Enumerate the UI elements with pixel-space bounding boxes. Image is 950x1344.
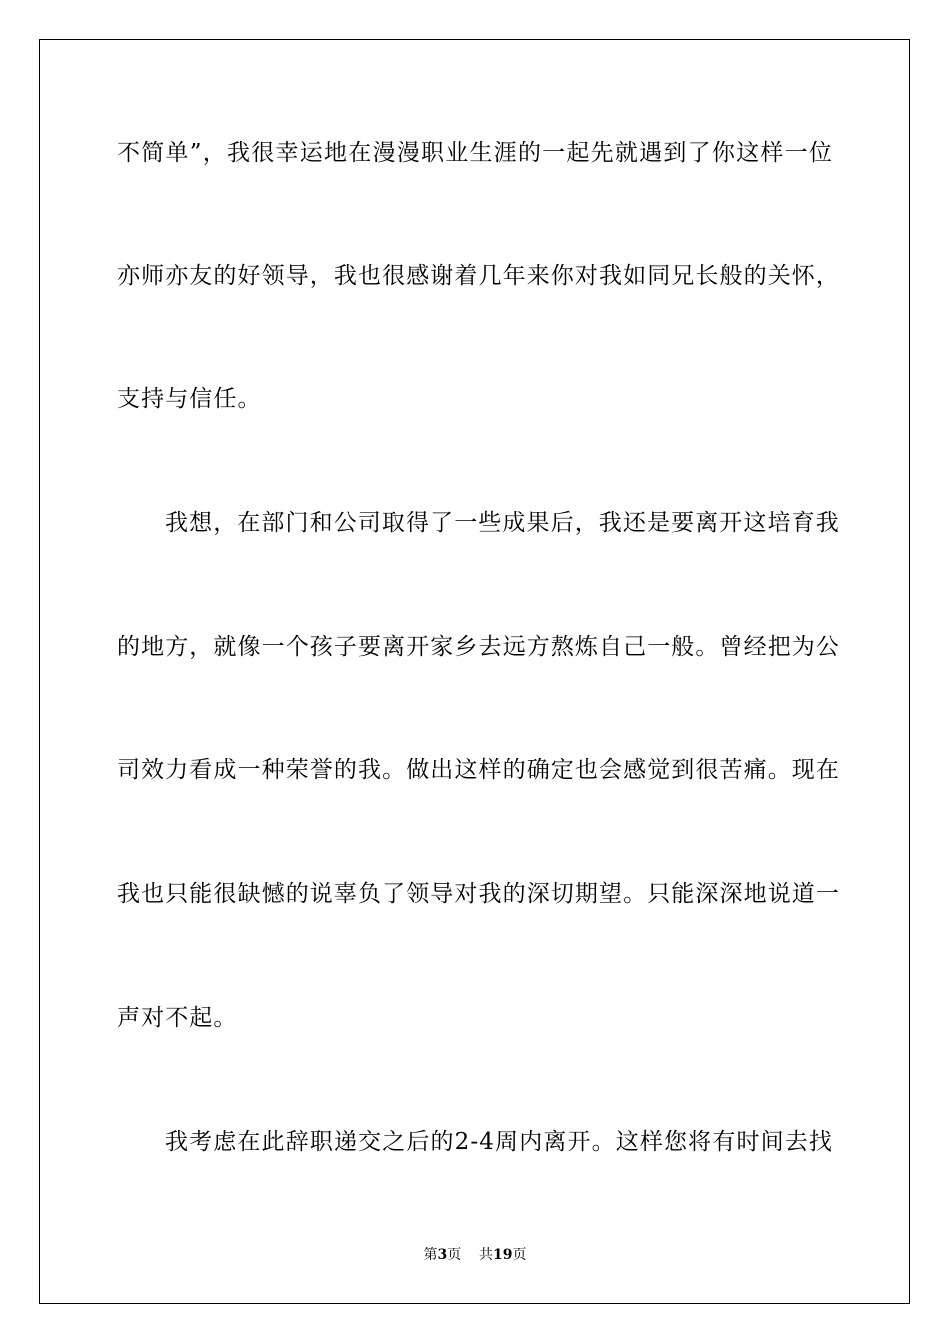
- page-suffix: 页: [447, 1247, 462, 1263]
- page-prefix: 第: [423, 1247, 438, 1263]
- body-line-4: 我想，在部门和公司取得了一些成果后，我还是要离开这培育我: [165, 510, 840, 536]
- body-line-5: 的地方，就像一个孩子要离开家乡去远方熬炼自己一般。曾经把为公: [117, 634, 840, 660]
- total-suffix: 页: [512, 1247, 527, 1263]
- body-line-1: 不简单”，我很幸运地在漫漫职业生涯的一起先就遇到了你这样一位: [117, 140, 833, 166]
- body-line-8: 声对不起。: [117, 1005, 238, 1031]
- total-prefix: 共: [479, 1247, 494, 1263]
- body-line-6: 司效力看成一种荣誉的我。做出这样的确定也会感觉到很苦痛。现在: [117, 757, 840, 783]
- page-number: 3: [437, 1247, 448, 1263]
- body-line-7: 我也只能很缺憾的说辜负了领导对我的深切期望。只能深深地说道一: [117, 881, 840, 907]
- body-line-9: 我考虑在此辞职递交之后的2-4周内离开。这样您将有时间去找: [165, 1129, 833, 1155]
- total-pages: 19: [493, 1247, 513, 1263]
- page-border: [39, 39, 910, 1304]
- page-footer: [0, 1246, 950, 1264]
- body-line-3: 支持与信任。: [117, 386, 262, 412]
- body-line-2: 亦师亦友的好领导，我也很感谢着几年来你对我如同兄长般的关怀，: [117, 263, 840, 289]
